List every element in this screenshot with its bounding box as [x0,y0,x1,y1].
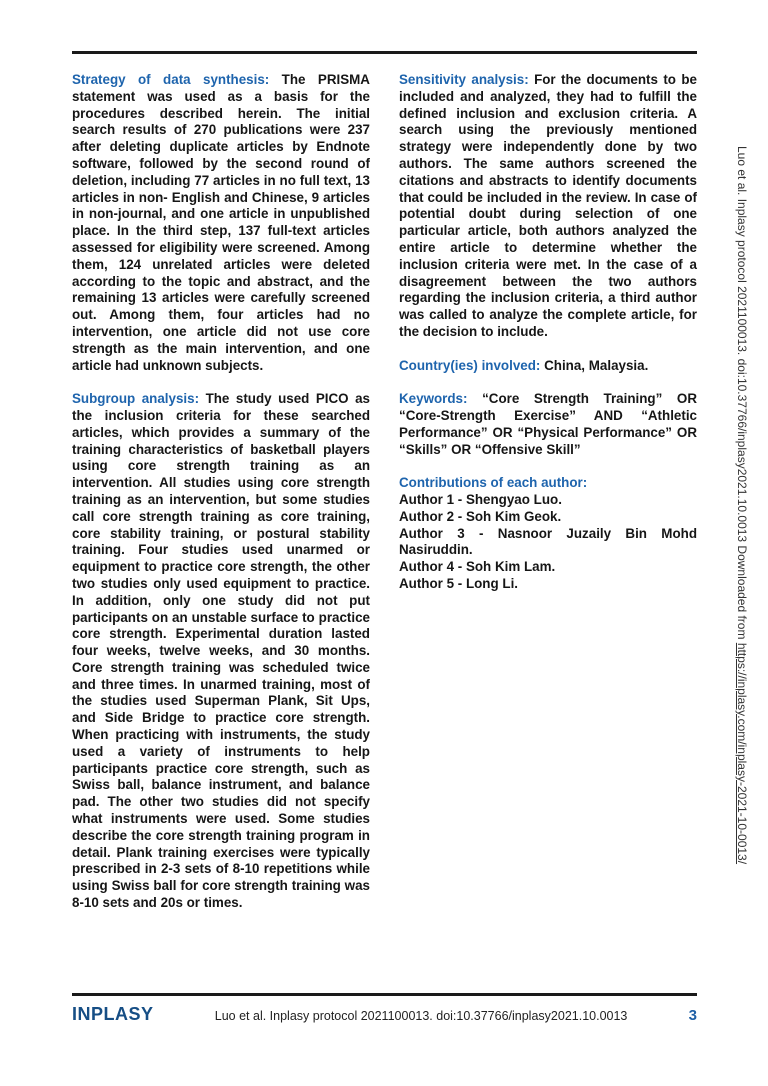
two-column-content [72,72,697,929]
inplasy-logo: INPLASY [72,1004,154,1024]
page-number: 3 [688,1007,697,1024]
section-body: For the documents to be included and analyzed, they had to fulfill the defined inclusion and exclusion criteria. A search using the previously mentioned strategy were independently done by two authors. The same authors screened the citations and abstracts to identify documents that could be included in the review. In case of potential doubt during selection of one particular article, both authors analyzed the entire article to determine whether the inclusion criteria were met. In the case of a disagreement between the two authors regarding the inclusion criteria, a third author was called to analyze the complete article, for the decision to include. [399,72,697,339]
paragraph-strategy-of-data-synthesis [72,72,370,374]
footer [72,1004,697,1025]
section-label: Strategy of data synthesis: [72,72,270,87]
author-line-3: Author 3 - Nasnoor Juzaily Bin Mohd Nasiruddin. [399,525,697,558]
author-line-2: Author 2 - Soh Kim Geok. [399,508,562,524]
section-contributions [399,475,697,593]
section-body: “Core Strength Training” OR “Core-Strength Exercise” AND “Athletic Performance” OR “Physical Performance” OR “Skills” OR “Offensive Skill” [399,391,697,457]
author-line-1: Author 1 - Shengyao Luo. [399,491,562,507]
paragraph-keywords [399,391,697,458]
left-column [72,72,370,929]
top-rule [72,51,697,54]
section-label: Sensitivity analysis: [399,72,529,87]
section-label: Country(ies) involved: [399,357,541,373]
vertical-citation-text [734,146,749,864]
author-line-4: Author 4 - Soh Kim Lam. [399,559,556,575]
section-label: Subgroup analysis: [72,391,200,407]
paragraph-countries-involved [399,358,697,375]
section-body: The PRISMA statement was used as a basis for the procedures described herein. The initial search results of 270 publications were 237 after deleting duplicate articles by Endnote software, followed by the second round of deletion, including 77 articles in no full text, 13 articles in non- English and Chinese, 9 articles in non-journal, and one article in unpublished place. In the third step, 137 full-text articles assessed for eligibility were screened. Among them, 124 unrelated articles were deleted according to the topic and abstract, and the remaining 13 articles were carefully screened out. Among them, four articles had no intervention, one article did not use core strength as the main intervention, and one article had unknown subjects. [72,72,370,373]
section-label: Contributions of each author: [399,475,588,491]
section-body: China, Malaysia. [544,357,649,373]
author-line-5: Author 5 - Long Li. [399,575,519,591]
citation-prefix: Luo et al. Inplasy protocol 2021100013. doi:10.37766/inplasy2021.10.0013 Downloaded from [735,146,749,643]
paragraph-sensitivity-analysis [399,72,697,341]
footer-rule [72,993,697,996]
paragraph-subgroup-analysis [72,391,370,912]
section-label: Keywords: [399,391,468,407]
footer-citation: Luo et al. Inplasy protocol 2021100013. doi:10.37766/inplasy2021.10.0013 [214,1009,628,1023]
right-column [399,72,697,929]
section-body: The study used PICO as the inclusion criteria for these searched articles, which provides a summary of the training characteristics of basketball players using core strength training as an intervention. All studies using core strength training as an intervention, but some studies call core strength training as core training, core stability training, or postural stability training. Four studies used unarmed or equipment to practice core strength, the other two studies only used equipment to practice. In addition, only one study did not put participants on an unstable surface to practice core strength. Experimental duration lasted four weeks, twelve weeks, and 30 months. Core strength training was scheduled twice and three times. In unarmed training, most of the studies used Superman Plank, Sit Ups, and Side Bridge to practice core strength. When practicing with instruments, the study used a variety of instruments to help participants practice core strength, such as Swiss ball, balance instrument, and balance pad. The other two studies did not specify what instruments were used. Some studies describe the core strength training program in detail. Plank training exercises were typically prescribed in 2-3 sets of 8-10 repetitions while using Swiss ball for core strength training was 8-10 sets and 20s or times. [72,391,370,911]
inplasy-download-link[interactable]: https://inplasy.com/inplasy-2021-10-0013/ [735,642,749,865]
